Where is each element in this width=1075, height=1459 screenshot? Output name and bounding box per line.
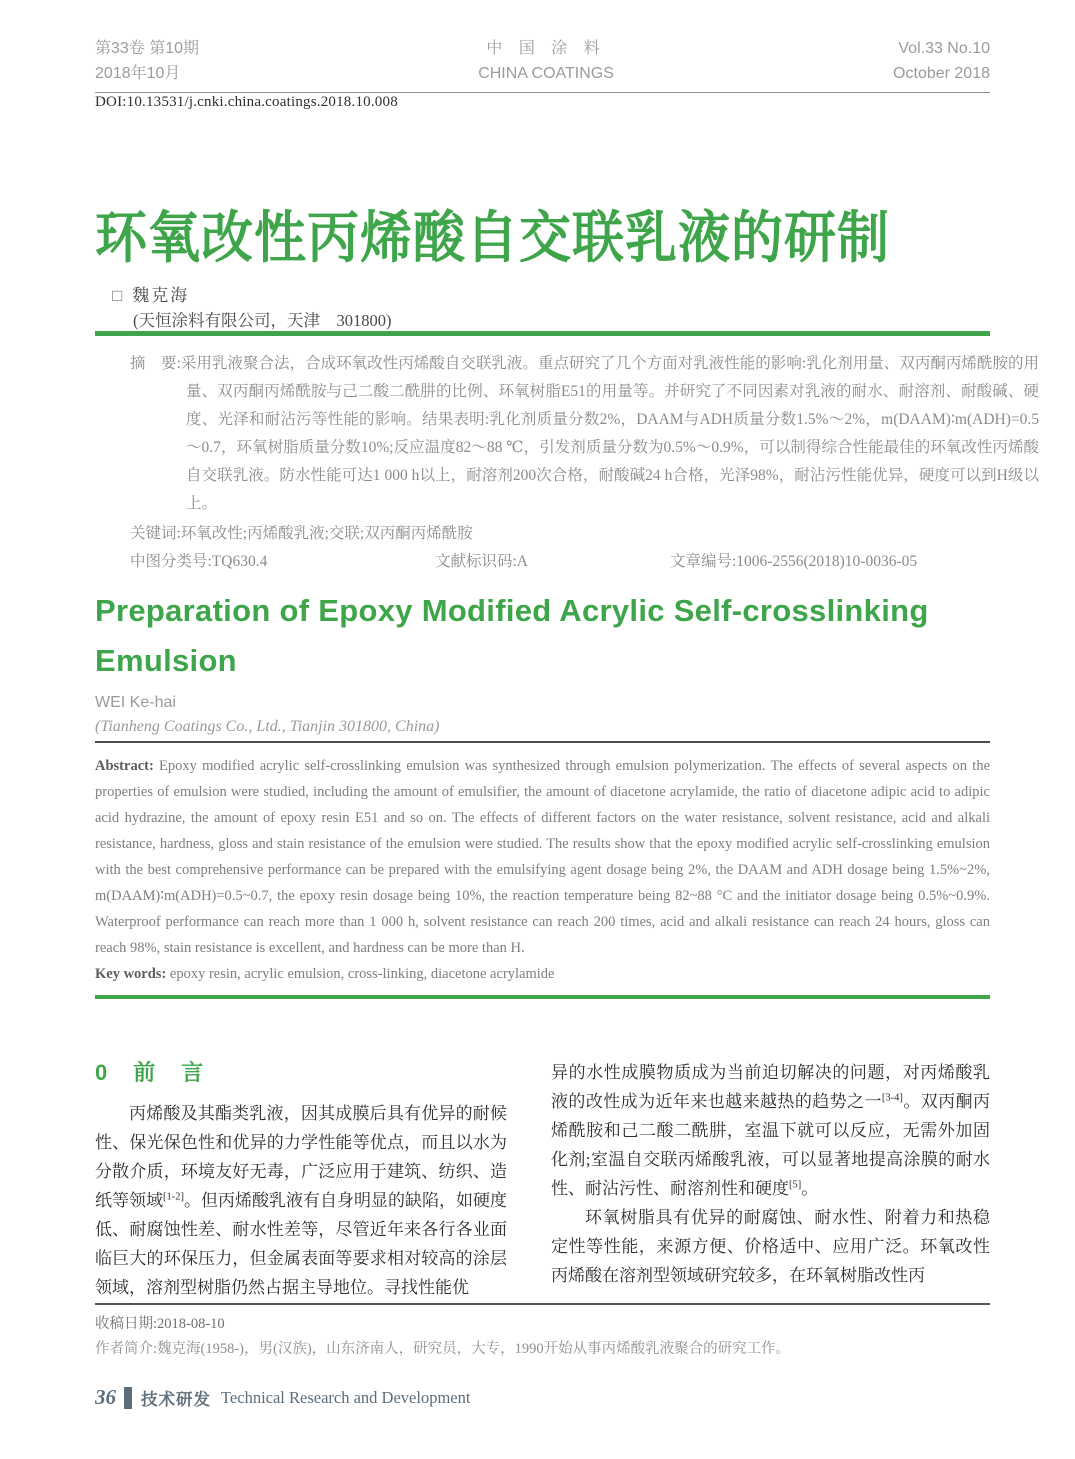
abstract-en — [95, 753, 990, 987]
date-en: October 2018 — [893, 65, 990, 82]
divider-green-bottom — [95, 995, 990, 999]
affiliation-cn: (天恒涂料有限公司，天津 301800) — [133, 311, 392, 330]
journal-name-en: CHINA COATINGS — [478, 65, 614, 82]
body-column-right — [551, 1058, 990, 1302]
intro-p1c-text-a: 异的水性成膜物质成为当前迫切解决的问题，对丙烯酸乳液的改性成为近年来也越来越热的趋势之一 — [551, 1063, 990, 1111]
clc-number: 中图分类号:TQ630.4 — [130, 553, 268, 570]
received-date: 收稿日期:2018-08-10 — [95, 1316, 225, 1332]
affiliation-en: (Tianheng Coatings Co., Ltd., Tianjin 301800, China) — [95, 718, 440, 735]
footnote-divider — [95, 1303, 990, 1305]
abstract-en-label: Abstract: — [95, 758, 154, 774]
abstract-en-paragraph — [95, 753, 990, 961]
article-title-en-line1: Preparation of Epoxy Modified Acrylic Self-crosslinking — [95, 593, 929, 628]
footer-section-cn: 技术研发 — [141, 1389, 211, 1409]
citation-ref-3-4: [3-4] — [881, 1092, 903, 1104]
intro-paragraph-1 — [95, 1099, 507, 1302]
date-cn: 2018年10月 — [95, 65, 181, 82]
divider-green-top — [95, 331, 990, 336]
author-bio: 作者简介:魏克海(1958-)，男(汉族)，山东济南人，研究员，大专，1990开始从事丙烯酸乳液聚合的研究工作。 — [95, 1341, 791, 1357]
keywords-en — [95, 961, 990, 987]
intro-paragraph-2: 环氧树脂具有优异的耐腐蚀、耐水性、附着力和热稳定性等性能，来源方便、价格适中、应用广泛。环氧改性丙烯酸在溶剂型领域研究较多，在环氧树脂改性丙 — [551, 1208, 990, 1285]
author-name-cn: 魏克海 — [132, 286, 190, 305]
body-column-left — [95, 1058, 507, 1302]
abstract-en-text: Epoxy modified acrylic self-crosslinking emulsion was synthesized through emulsion polymerization. The effects of several aspects on the properties of emulsion were studied, including the amount of emulsifier, the amount of diacetone acrylamide, the ratio of diacetone adipic acid to adipic acid hydrazine, the amount of epoxy resin E51 and so on. The effects of different factors on the water resistance, solvent resistance, acid and alkali resistance, hardness, gloss and stain resistance of the emulsion were studied. The results show that the epoxy modified acrylic self-crosslinking emulsion with the best comprehensive performance can be prepared with the emulsifying agent dosage being 2%, the DAAM and ADH dosage being 1.5%~2%, m(DAAM)∶m(ADH)=0.5~0.7, the epoxy resin dosage being 10%, the reaction temperature being 82~88 °C and the initiator dosage being 0.5%~0.9%. Waterproof performance can reach more than 1 000 h, solvent resistance can reach 200 times, acid and alkali resistance can reach 24 hours, gloss can reach 98%, stain resistance is excellent, and hardness can be more than H. — [95, 758, 990, 956]
intro-p1c-text-c: 。 — [801, 1179, 819, 1198]
classification-row — [130, 549, 983, 571]
volume-issue-en: Vol.33 No.10 — [898, 40, 990, 57]
keywords-en-text: epoxy resin, acrylic emulsion, cross-linking, diacetone acrylamide — [166, 966, 555, 982]
volume-issue-cn: 第33卷 第10期 — [95, 40, 200, 57]
doi-line: DOI:10.13531/j.cnki.china.coatings.2018.10.008 — [95, 94, 398, 110]
journal-header-right — [893, 36, 990, 86]
page-footer — [95, 1385, 990, 1410]
footnote-block — [95, 1312, 990, 1362]
abstract-cn — [130, 350, 1039, 518]
citation-ref-5: [5] — [789, 1179, 802, 1191]
intro-paragraph-1-cont — [551, 1058, 990, 1203]
footer-section-en: Technical Research and Development — [221, 1387, 471, 1407]
journal-header-left — [95, 36, 199, 86]
journal-name-cn: 中 国 涂 料 — [486, 40, 606, 57]
body-columns — [95, 1058, 990, 1302]
article-title-en — [95, 586, 990, 686]
citation-ref-1-2: [1-2] — [163, 1191, 184, 1203]
author-marker-icon: □ — [112, 286, 123, 305]
document-code: 文献标识码:A — [435, 553, 529, 570]
section-heading-intro: 0 前 言 — [95, 1060, 206, 1085]
keywords-cn: 关键词:环氧改性;丙烯酸乳液;交联;双丙酮丙烯酰胺 — [130, 525, 473, 542]
journal-header — [95, 36, 990, 93]
intro-p1-text-b: 。但丙烯酸乳液有自身明显的缺陷，如硬度低、耐腐蚀性差、耐水性差等，尽管近年来各行各业面临巨大的环保压力，但金属表面等要求相对较高的涂层领域，溶剂型树脂仍然占据主导地位。寻找性能优 — [95, 1191, 507, 1297]
article-title-en-line2: Emulsion — [95, 643, 237, 678]
keywords-en-label: Key words: — [95, 966, 167, 982]
journal-header-center — [478, 36, 614, 86]
intro-p1-text-a: 丙烯酸及其酯类乳液，因其成膜后具有优异的耐候性、保光保色性和优异的力学性能等优点，而且以水为分散介质，环境友好无毒，广泛应用于建筑、纺织、造纸等领域 — [95, 1104, 507, 1210]
divider-dark — [95, 741, 990, 743]
article-number: 文章编号:1006-2556(2018)10-0036-05 — [670, 553, 918, 570]
abstract-cn-text: 采用乳液聚合法，合成环氧改性丙烯酸自交联乳液。重点研究了几个方面对乳液性能的影响:乳化剂用量、双丙酮丙烯酰胺的用量、双丙酮丙烯酰胺与己二酸二酰肼的比例、环氧树脂E51的用量等。并研究了不同因素对乳液的耐水、耐溶剂、耐酸碱、硬度、光泽和耐沾污等性能的影响。结果表明:乳化剂质量分数2%，DAAM与ADH质量分数1.5%～2%，m(DAAM)∶m(ADH)=0.5～0.7，环氧树脂质量分数10%;反应温度82～88 ℃，引发剂质量分数为0.5%～0.9%，可以制得综合性能最佳的环氧改性丙烯酸自交联乳液。防水性能可达1 000 h以上，耐溶剂200次合格，耐酸碱24 h合格，光泽98%，耐沾污性能优异，硬度可以到H级以上。 — [180, 355, 1040, 512]
author-row — [112, 281, 189, 306]
author-name-en: WEI Ke-hai — [95, 694, 176, 711]
abstract-cn-label: 摘 要: — [130, 355, 181, 372]
intro-p1c-text-b: 。双丙酮丙烯酰胺和己二酸二酰肼，室温下就可以反应，无需外加固化剂;室温自交联丙烯酸乳液，可以显著地提高涂膜的耐水性、耐沾污性、耐溶剂性和硬度 — [551, 1092, 991, 1198]
page-number: 36 — [95, 1385, 116, 1409]
article-title-cn: 环氧改性丙烯酸自交联乳液的研制 — [95, 207, 891, 270]
footer-bar-icon — [124, 1387, 132, 1409]
